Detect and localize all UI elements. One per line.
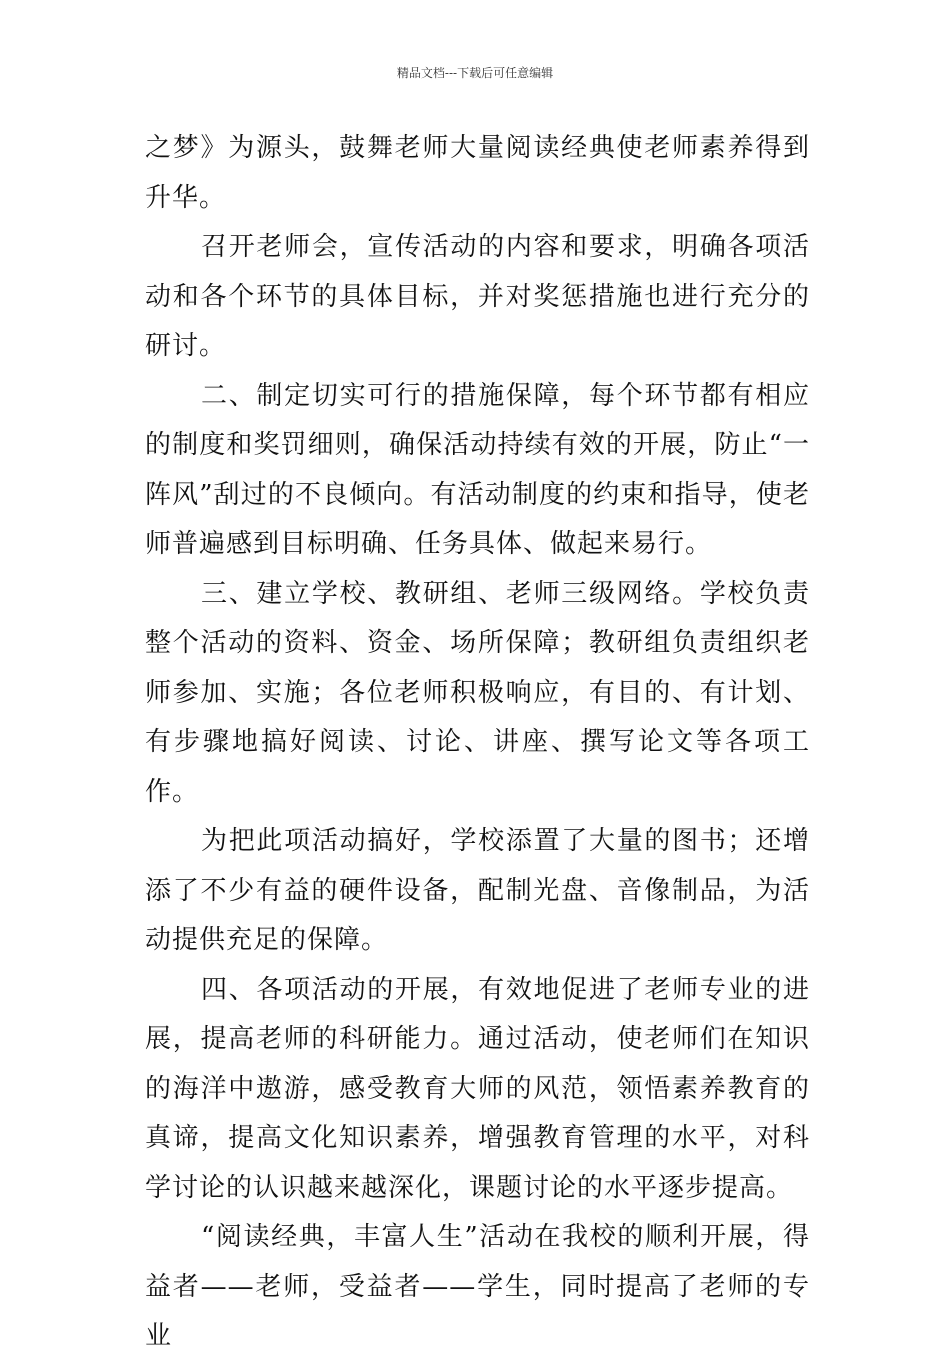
paragraph-1: 之梦》为源头，鼓舞老师大量阅读经典使老师素养得到升华。 xyxy=(145,133,810,213)
paragraph-2: 召开老师会，宣传活动的内容和要求，明确各项活动和各个环节的具体目标，并对奖惩措施也进行充分的研讨。 xyxy=(145,232,810,361)
document-body xyxy=(145,124,810,1362)
paragraph-3: 二、制定切实可行的措施保障，每个环节都有相应的制度和奖罚细则，确保活动持续有效的开展，防止“一阵风”刮过的不良倾向。有活动制度的约束和指导，使老师普遍感到目标明确、任务具体、做起来易行。 xyxy=(145,380,810,559)
page-header: 精品文档---下载后可任意编辑 xyxy=(396,66,554,80)
paragraph-5: 为把此项活动搞好，学校添置了大量的图书；还增添了不少有益的硬件设备，配制光盘、音像制品，为活动提供充足的保障。 xyxy=(145,826,810,955)
paragraph-7: “阅读经典，丰富人生”活动在我校的顺利开展，得益者——老师，受益者——学生，同时提高了老师的专业 xyxy=(145,1222,810,1351)
paragraph-4: 三、建立学校、教研组、老师三级网络。学校负责整个活动的资料、资金、场所保障；教研组负责组织老师参加、实施；各位老师积极响应，有目的、有计划、有步骤地搞好阅读、讨论、讲座、撰写论文等各项工作。 xyxy=(145,578,810,807)
paragraph-6: 四、各项活动的开展，有效地促进了老师专业的进展，提高老师的科研能力。通过活动，使老师们在知识的海洋中遨游，感受教育大师的风范，领悟素养教育的真谛，提高文化知识素养，增强教育管理的水平，对科学讨论的认识越来越深化，课题讨论的水平逐步提高。 xyxy=(145,974,810,1203)
